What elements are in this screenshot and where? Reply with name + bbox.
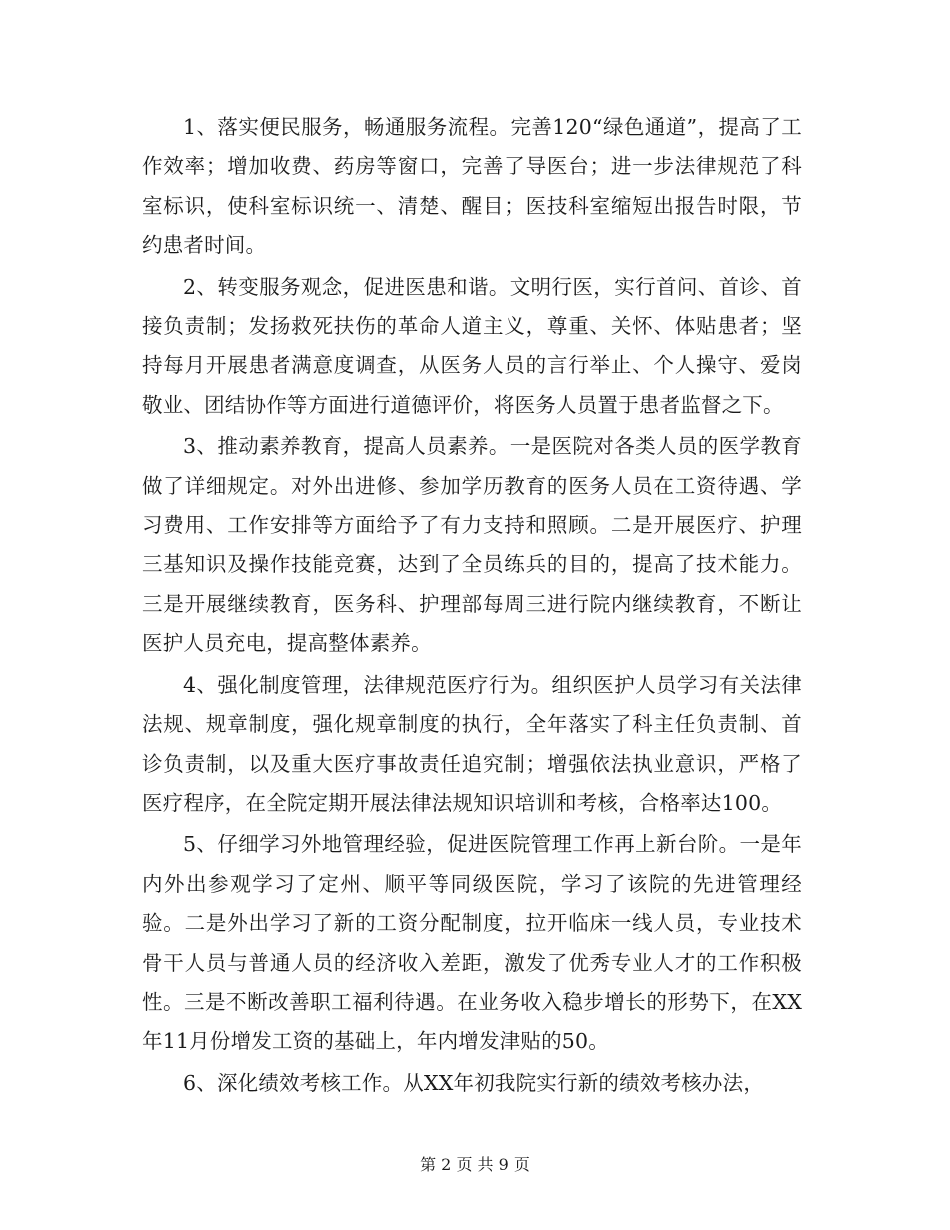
paragraph-6: 6、深化绩效考核工作。从XX年初我院实行新的绩效考核办法， <box>183 1070 765 1095</box>
paragraph-4: 4、强化制度管理，法律规范医疗行为。组织医护人员学习有关法律法规、规章制度，强化规章制度的执行，全年落实了科主任负责制、首诊负责制，以及重大医疗事故责任追究制；增强依法执业意识，严格了医疗程序，在全院定期开展法律法规知识培训和考核，合格率达100。 <box>142 672 802 815</box>
page-number-label: 第 2 页 共 9 页 <box>420 1155 530 1174</box>
paragraph-1: 1、落实便民服务，畅通服务流程。完善120“绿色通道”，提高了工作效率；增加收费、药房等窗口，完善了导医台；进一步法律规范了科室标识，使科室标识统一、清楚、醒目；医技科室缩短出报告时限，节约患者时间。 <box>142 115 802 258</box>
page-footer <box>0 1154 950 1176</box>
paragraph-2: 2、转变服务观念，促进医患和谐。文明行医，实行首问、首诊、首接负责制；发扬救死扶伤的革命人道主义，尊重、关怀、体贴患者；坚持每月开展患者满意度调查，从医务人员的言行举止、个人操守、爱岗敬业、团结协作等方面进行道德评价，将医务人员置于患者监督之下。 <box>142 274 802 417</box>
paragraph-3: 3、推动素养教育，提高人员素养。一是医院对各类人员的医学教育做了详细规定。对外出进修、参加学历教育的医务人员在工资待遇、学习费用、工作安排等方面给予了有力支持和照顾。二是开展医疗、护理三基知识及操作技能竞赛，达到了全员练兵的目的，提高了技术能力。三是开展继续教育，医务科、护理部每周三进行院内继续教育，不断让医护人员充电，提高整体素养。 <box>142 434 802 656</box>
paragraph-5: 5、仔细学习外地管理经验，促进医院管理工作再上新台阶。一是年内外出参观学习了定州、顺平等同级医院，学习了该院的先进管理经验。二是外出学习了新的工资分配制度，拉开临床一线人员，专业技术骨干人员与普通人员的经济收入差距，激发了优秀专业人才的工作积极性。三是不断改善职工福利待遇。在业务收入稳步增长的形势下，在XX年11月份增发工资的基础上，年内增发津贴的50。 <box>142 832 802 1054</box>
document-body <box>142 108 802 1105</box>
